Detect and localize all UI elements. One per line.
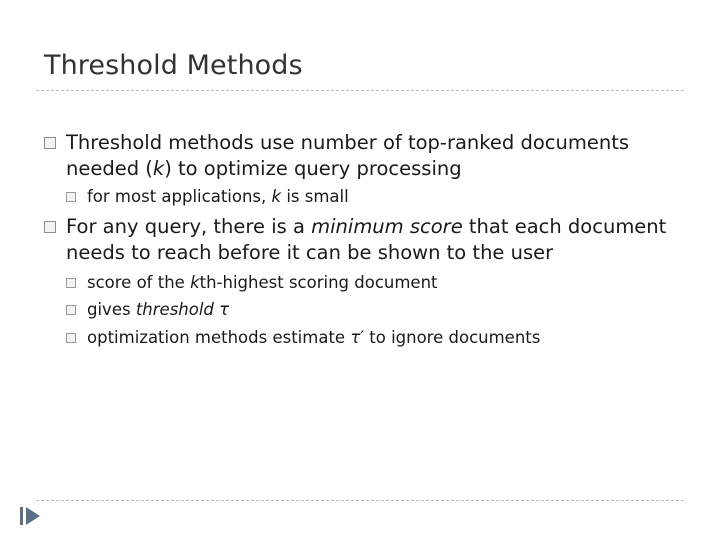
sub-bullet-1-1-part-3: is small — [281, 187, 349, 206]
sub-bullet-box-icon — [66, 305, 76, 315]
sub-bullet-2-2-part-2: threshold τ — [135, 300, 230, 319]
slide-title: Threshold Methods — [44, 50, 303, 81]
bullet-2 — [44, 214, 684, 266]
bullet-1-part-3: ) to optimize query processing — [164, 157, 462, 180]
sub-bullet-2-1-part-2: k — [190, 273, 200, 292]
footer-divider — [36, 500, 684, 501]
sub-bullet-2-1 — [66, 272, 666, 294]
bullet-2-part-2: minimum score — [311, 215, 463, 238]
sub-bullet-1-1-part-1: for most applications, — [87, 187, 272, 206]
sub-bullet-2-2 — [66, 299, 666, 321]
slide-nav-bar-icon — [20, 507, 23, 525]
sub-bullet-2-2-part-1: gives — [87, 300, 136, 319]
sub-bullet-2-2-text — [87, 299, 666, 321]
sub-bullet-2-1-part-1: score of the — [87, 273, 191, 292]
bullet-1 — [44, 130, 684, 182]
slide-nav-arrow-icon[interactable] — [26, 507, 40, 525]
bullet-2-part-1: For any query, there is a — [66, 215, 312, 238]
sub-bullet-2-3-part-2: τ′ — [350, 328, 365, 347]
sub-bullet-box-icon — [66, 192, 76, 202]
bullet-1-part-2: k — [152, 157, 165, 180]
sub-bullet-2-3 — [66, 327, 666, 349]
bullet-2-text — [66, 214, 684, 266]
sub-bullet-2-3-part-1: optimization methods estimate — [87, 328, 351, 347]
sub-bullet-2-1-text — [87, 272, 666, 294]
bullet-1-part-1: Threshold methods use number of top-ranked documents needed ( — [66, 131, 630, 180]
bullet-box-icon — [44, 221, 56, 233]
sub-bullet-1-1-text — [87, 186, 666, 208]
sub-bullet-1-1 — [66, 186, 666, 208]
title-divider — [36, 90, 684, 91]
sub-bullet-2-1-part-3: th-highest scoring document — [199, 273, 438, 292]
bullet-1-text — [66, 130, 684, 182]
sub-bullet-2-3-text — [87, 327, 666, 349]
bullet-box-icon — [44, 137, 56, 149]
sub-bullet-2-3-part-3: to ignore documents — [364, 328, 541, 347]
sub-bullet-box-icon — [66, 333, 76, 343]
sub-bullet-box-icon — [66, 278, 76, 288]
bullet-2-part-3: that each document needs to reach before it can be shown to the user — [66, 215, 667, 264]
sub-bullet-1-1-part-2: k — [271, 187, 282, 206]
